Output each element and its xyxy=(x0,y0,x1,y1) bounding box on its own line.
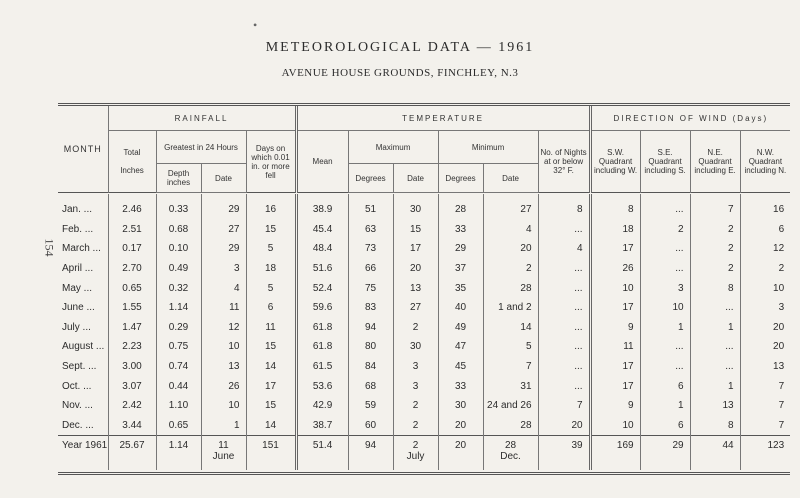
cell-nights: ... xyxy=(538,357,590,377)
cell-sw: 8 xyxy=(590,194,640,220)
cell-rain-date: 29 xyxy=(201,239,246,259)
table-body xyxy=(58,194,790,470)
cell-rain-date: 10 xyxy=(201,337,246,357)
cell-sw: 17 xyxy=(590,239,640,259)
cell-sw: 9 xyxy=(590,396,640,416)
cell-min-date: 7 xyxy=(483,357,538,377)
cell-ne: 2 xyxy=(690,220,740,240)
cell-ne: 8 xyxy=(690,416,740,436)
cell-sw: 17 xyxy=(590,376,640,396)
header-min-date: Date xyxy=(483,164,538,193)
cell-days: 16 xyxy=(246,194,296,220)
cell-depth: 1.14 xyxy=(156,436,201,471)
cell-month: Jan. ... xyxy=(62,204,93,216)
header-total: Total Inches xyxy=(108,131,156,193)
cell-nights: ... xyxy=(538,259,590,279)
cell-max-degrees: 80 xyxy=(348,337,393,357)
cell-mean: 51.6 xyxy=(296,259,348,279)
header-month: MONTH xyxy=(63,143,102,154)
cell-sw: 17 xyxy=(590,357,640,377)
cell-min-date: 27 xyxy=(483,194,538,220)
cell-nw: 10 xyxy=(740,278,790,298)
cell-max-date: 13 xyxy=(393,278,438,298)
table-row xyxy=(58,259,790,279)
cell-se: 6 xyxy=(640,376,690,396)
cell-rain-date: 12 xyxy=(201,318,246,338)
cell-min-degrees: 37 xyxy=(438,259,483,279)
cell-max-date: 3 xyxy=(393,357,438,377)
cell-month: Feb. ... xyxy=(62,223,94,235)
cell-sw: 10 xyxy=(590,416,640,436)
cell-ne: 1 xyxy=(690,376,740,396)
cell-depth: 0.10 xyxy=(156,239,201,259)
cell-se: ... xyxy=(640,239,690,259)
cell-days: 11 xyxy=(246,318,296,338)
cell-depth: 0.33 xyxy=(156,194,201,220)
header-minimum: Minimum xyxy=(438,131,538,164)
cell-max-degrees: 75 xyxy=(348,278,393,298)
cell-se: 10 xyxy=(640,298,690,318)
cell-min-date: 4 xyxy=(483,220,538,240)
cell-max-degrees: 94 xyxy=(348,436,393,471)
cell-total: 0.65 xyxy=(108,278,156,298)
cell-rain-date: 27 xyxy=(201,220,246,240)
cell-month: March ... xyxy=(62,243,101,255)
cell-se: 2 xyxy=(640,220,690,240)
header-nights: No. of Nights at or below 32° F. xyxy=(538,131,590,193)
table-row xyxy=(58,416,790,436)
cell-total: 3.00 xyxy=(108,357,156,377)
cell-depth: 0.44 xyxy=(156,376,201,396)
cell-month: April ... xyxy=(62,263,94,275)
header-nw: N.W. Quadrant including N. xyxy=(740,131,790,193)
cell-nw: 7 xyxy=(740,396,790,416)
header-greatest: Greatest in 24 Hours xyxy=(156,131,246,164)
cell-nw: 13 xyxy=(740,357,790,377)
cell-max-degrees: 51 xyxy=(348,194,393,220)
page-mark: • xyxy=(253,18,258,32)
header-max-date: Date xyxy=(393,164,438,193)
cell-max-date: 2 xyxy=(393,416,438,436)
cell-min-date: 5 xyxy=(483,337,538,357)
cell-max-date: 2 xyxy=(393,318,438,338)
table-row xyxy=(58,239,790,259)
cell-max-degrees: 59 xyxy=(348,396,393,416)
cell-min-date: 24 and 26 xyxy=(483,396,538,416)
cell-ne: 7 xyxy=(690,194,740,220)
cell-total: 2.70 xyxy=(108,259,156,279)
cell-days: 14 xyxy=(246,416,296,436)
cell-rain-date: 1 xyxy=(201,416,246,436)
cell-nights: ... xyxy=(538,278,590,298)
cell-min-date: 28 xyxy=(483,416,538,436)
cell-min-date: 28 xyxy=(483,278,538,298)
cell-min-degrees: 33 xyxy=(438,220,483,240)
cell-min-degrees: 30 xyxy=(438,396,483,416)
cell-nw: 6 xyxy=(740,220,790,240)
cell-sub-label: Dec. xyxy=(500,451,521,463)
header-se: S.E. Quadrant including S. xyxy=(640,131,690,193)
cell-depth: 0.49 xyxy=(156,259,201,279)
cell-se: 1 xyxy=(640,396,690,416)
cell-ne: 2 xyxy=(690,259,740,279)
cell-days: 14 xyxy=(246,357,296,377)
cell-se: ... xyxy=(640,259,690,279)
cell-month: Year 1961 xyxy=(58,436,108,471)
cell-min-degrees: 40 xyxy=(438,298,483,318)
cell-days: 15 xyxy=(246,337,296,357)
cell-sw: 18 xyxy=(590,220,640,240)
cell-nw: 7 xyxy=(740,376,790,396)
cell-ne: 44 xyxy=(690,436,740,471)
table-row xyxy=(58,298,790,318)
cell-min-degrees: 20 xyxy=(438,416,483,436)
cell-min-degrees: 28 xyxy=(438,194,483,220)
cell-total: 2.23 xyxy=(108,337,156,357)
header-days-on-which: Days on which 0.01 in. or more fell xyxy=(246,131,296,193)
cell-mean: 38.7 xyxy=(296,416,348,436)
cell-rain-date: 11 June xyxy=(201,436,246,471)
cell-nights: 39 xyxy=(538,436,590,471)
cell-depth: 0.74 xyxy=(156,357,201,377)
cell-nw: 123 xyxy=(740,436,790,471)
cell-min-degrees: 29 xyxy=(438,239,483,259)
cell-mean: 61.8 xyxy=(296,337,348,357)
cell-rain-date: 13 xyxy=(201,357,246,377)
cell-ne: ... xyxy=(690,298,740,318)
cell-max-degrees: 83 xyxy=(348,298,393,318)
cell-month: July ... xyxy=(62,321,91,333)
cell-mean: 51.4 xyxy=(296,436,348,471)
cell-se: ... xyxy=(640,357,690,377)
cell-depth: 0.65 xyxy=(156,416,201,436)
cell-nw: 12 xyxy=(740,239,790,259)
cell-total: 1.47 xyxy=(108,318,156,338)
cell-nights: ... xyxy=(538,376,590,396)
cell-max-date: 30 xyxy=(393,194,438,220)
cell-nights: ... xyxy=(538,337,590,357)
cell-ne: ... xyxy=(690,337,740,357)
cell-ne: 8 xyxy=(690,278,740,298)
cell-mean: 45.4 xyxy=(296,220,348,240)
table-row xyxy=(58,357,790,377)
cell-month: May ... xyxy=(62,282,93,294)
page-number: 154 xyxy=(42,238,57,257)
header-rain-date: Date xyxy=(201,164,246,193)
cell-total: 1.55 xyxy=(108,298,156,318)
cell-total: 25.67 xyxy=(108,436,156,471)
cell-mean: 52.4 xyxy=(296,278,348,298)
document-title: METEOROLOGICAL DATA — 1961 xyxy=(265,40,535,55)
cell-mean: 59.6 xyxy=(296,298,348,318)
cell-max-date: 30 xyxy=(393,337,438,357)
cell-days: 15 xyxy=(246,220,296,240)
cell-min-degrees: 20 xyxy=(438,436,483,471)
header-mean: Mean xyxy=(296,131,348,193)
cell-ne: 13 xyxy=(690,396,740,416)
header-min-degrees: Degrees xyxy=(438,164,483,193)
cell-min-date: 20 xyxy=(483,239,538,259)
header-sw: S.W. Quadrant including W. xyxy=(590,131,640,193)
cell-nw: 20 xyxy=(740,318,790,338)
cell-rain-date: 11 xyxy=(201,298,246,318)
cell-mean: 42.9 xyxy=(296,396,348,416)
cell-month: August ... xyxy=(62,341,105,353)
cell-nights: 4 xyxy=(538,239,590,259)
cell-nights: 8 xyxy=(538,194,590,220)
cell-month: Sept. ... xyxy=(62,361,97,373)
cell-rain-date: 10 xyxy=(201,396,246,416)
cell-nights: ... xyxy=(538,220,590,240)
table-row xyxy=(58,376,790,396)
header-wind: DIRECTION OF WIND (Days) xyxy=(590,106,790,131)
cell-days: 5 xyxy=(246,239,296,259)
cell-mean: 38.9 xyxy=(296,194,348,220)
cell-nw: 16 xyxy=(740,194,790,220)
cell-max-date: 3 xyxy=(393,376,438,396)
cell-nw: 3 xyxy=(740,298,790,318)
cell-max-date: 2 xyxy=(393,396,438,416)
cell-sw: 11 xyxy=(590,337,640,357)
table-row xyxy=(58,194,790,220)
cell-max-degrees: 94 xyxy=(348,318,393,338)
table-row xyxy=(58,318,790,338)
cell-mean: 53.6 xyxy=(296,376,348,396)
cell-days: 15 xyxy=(246,396,296,416)
cell-depth: 1.14 xyxy=(156,298,201,318)
cell-sw: 9 xyxy=(590,318,640,338)
meteorological-table-container xyxy=(58,103,790,475)
cell-total: 0.17 xyxy=(108,239,156,259)
cell-rain-date: 29 xyxy=(201,194,246,220)
cell-mean: 48.4 xyxy=(296,239,348,259)
cell-max-degrees: 68 xyxy=(348,376,393,396)
header-maximum: Maximum xyxy=(348,131,438,164)
cell-se: ... xyxy=(640,337,690,357)
cell-days: 6 xyxy=(246,298,296,318)
cell-min-date: 31 xyxy=(483,376,538,396)
cell-days: 5 xyxy=(246,278,296,298)
cell-sw: 169 xyxy=(590,436,640,471)
cell-min-degrees: 45 xyxy=(438,357,483,377)
cell-se: 3 xyxy=(640,278,690,298)
document-subtitle: AVENUE HOUSE GROUNDS, FINCHLEY, N.3 xyxy=(281,67,519,79)
cell-depth: 1.10 xyxy=(156,396,201,416)
cell-sub-label: June xyxy=(212,451,235,463)
table-row xyxy=(58,396,790,416)
cell-ne: ... xyxy=(690,357,740,377)
cell-total: 3.44 xyxy=(108,416,156,436)
cell-mean: 61.5 xyxy=(296,357,348,377)
cell-rain-date: 3 xyxy=(201,259,246,279)
header-temperature: TEMPERATURE xyxy=(296,106,590,131)
cell-max-date: 2 July xyxy=(393,436,438,471)
cell-total: 2.46 xyxy=(108,194,156,220)
cell-nights: 20 xyxy=(538,416,590,436)
cell-depth: 0.68 xyxy=(156,220,201,240)
cell-max-degrees: 66 xyxy=(348,259,393,279)
cell-rain-date: 4 xyxy=(201,278,246,298)
cell-sw: 10 xyxy=(590,278,640,298)
cell-max-degrees: 73 xyxy=(348,239,393,259)
cell-min-degrees: 49 xyxy=(438,318,483,338)
bottom-rule xyxy=(58,472,790,475)
cell-min-degrees: 47 xyxy=(438,337,483,357)
cell-month: Dec. ... xyxy=(62,419,94,431)
cell-total: 2.42 xyxy=(108,396,156,416)
meteorological-table xyxy=(58,106,790,470)
cell-max-date: 20 xyxy=(393,259,438,279)
cell-rain-date: 26 xyxy=(201,376,246,396)
cell-min-date: 14 xyxy=(483,318,538,338)
cell-month: Oct. ... xyxy=(62,380,92,392)
header-depth: Depth inches xyxy=(156,164,201,193)
cell-min-date: 2 xyxy=(483,259,538,279)
cell-min-date: 1 and 2 xyxy=(483,298,538,318)
table-row xyxy=(58,278,790,298)
cell-max-degrees: 84 xyxy=(348,357,393,377)
table-row xyxy=(58,220,790,240)
cell-max-degrees: 63 xyxy=(348,220,393,240)
cell-nights: 7 xyxy=(538,396,590,416)
cell-total: 3.07 xyxy=(108,376,156,396)
cell-max-date: 27 xyxy=(393,298,438,318)
cell-min-degrees: 35 xyxy=(438,278,483,298)
cell-nw: 2 xyxy=(740,259,790,279)
cell-se: 6 xyxy=(640,416,690,436)
cell-min-degrees: 33 xyxy=(438,376,483,396)
cell-days: 17 xyxy=(246,376,296,396)
header-max-degrees: Degrees xyxy=(348,164,393,193)
cell-ne: 2 xyxy=(690,239,740,259)
header-ne: N.E. Quadrant including E. xyxy=(690,131,740,193)
year-total-row xyxy=(58,436,790,471)
table-row xyxy=(58,337,790,357)
cell-mean: 61.8 xyxy=(296,318,348,338)
cell-month: June ... xyxy=(62,302,95,314)
cell-min-date: 28 Dec. xyxy=(483,436,538,471)
cell-depth: 0.32 xyxy=(156,278,201,298)
cell-nw: 7 xyxy=(740,416,790,436)
cell-sw: 26 xyxy=(590,259,640,279)
cell-nw: 20 xyxy=(740,337,790,357)
cell-ne: 1 xyxy=(690,318,740,338)
cell-max-date: 17 xyxy=(393,239,438,259)
cell-se: 29 xyxy=(640,436,690,471)
cell-total: 2.51 xyxy=(108,220,156,240)
cell-max-date: 15 xyxy=(393,220,438,240)
cell-max-degrees: 60 xyxy=(348,416,393,436)
cell-sub-label: July xyxy=(406,451,425,463)
header-rainfall: RAINFALL xyxy=(108,106,296,131)
cell-depth: 0.75 xyxy=(156,337,201,357)
cell-se: ... xyxy=(640,194,690,220)
cell-nights: ... xyxy=(538,298,590,318)
cell-days: 18 xyxy=(246,259,296,279)
cell-month: Nov. ... xyxy=(62,400,93,412)
cell-sw: 17 xyxy=(590,298,640,318)
cell-nights: ... xyxy=(538,318,590,338)
cell-days: 151 xyxy=(246,436,296,471)
cell-se: 1 xyxy=(640,318,690,338)
cell-depth: 0.29 xyxy=(156,318,201,338)
